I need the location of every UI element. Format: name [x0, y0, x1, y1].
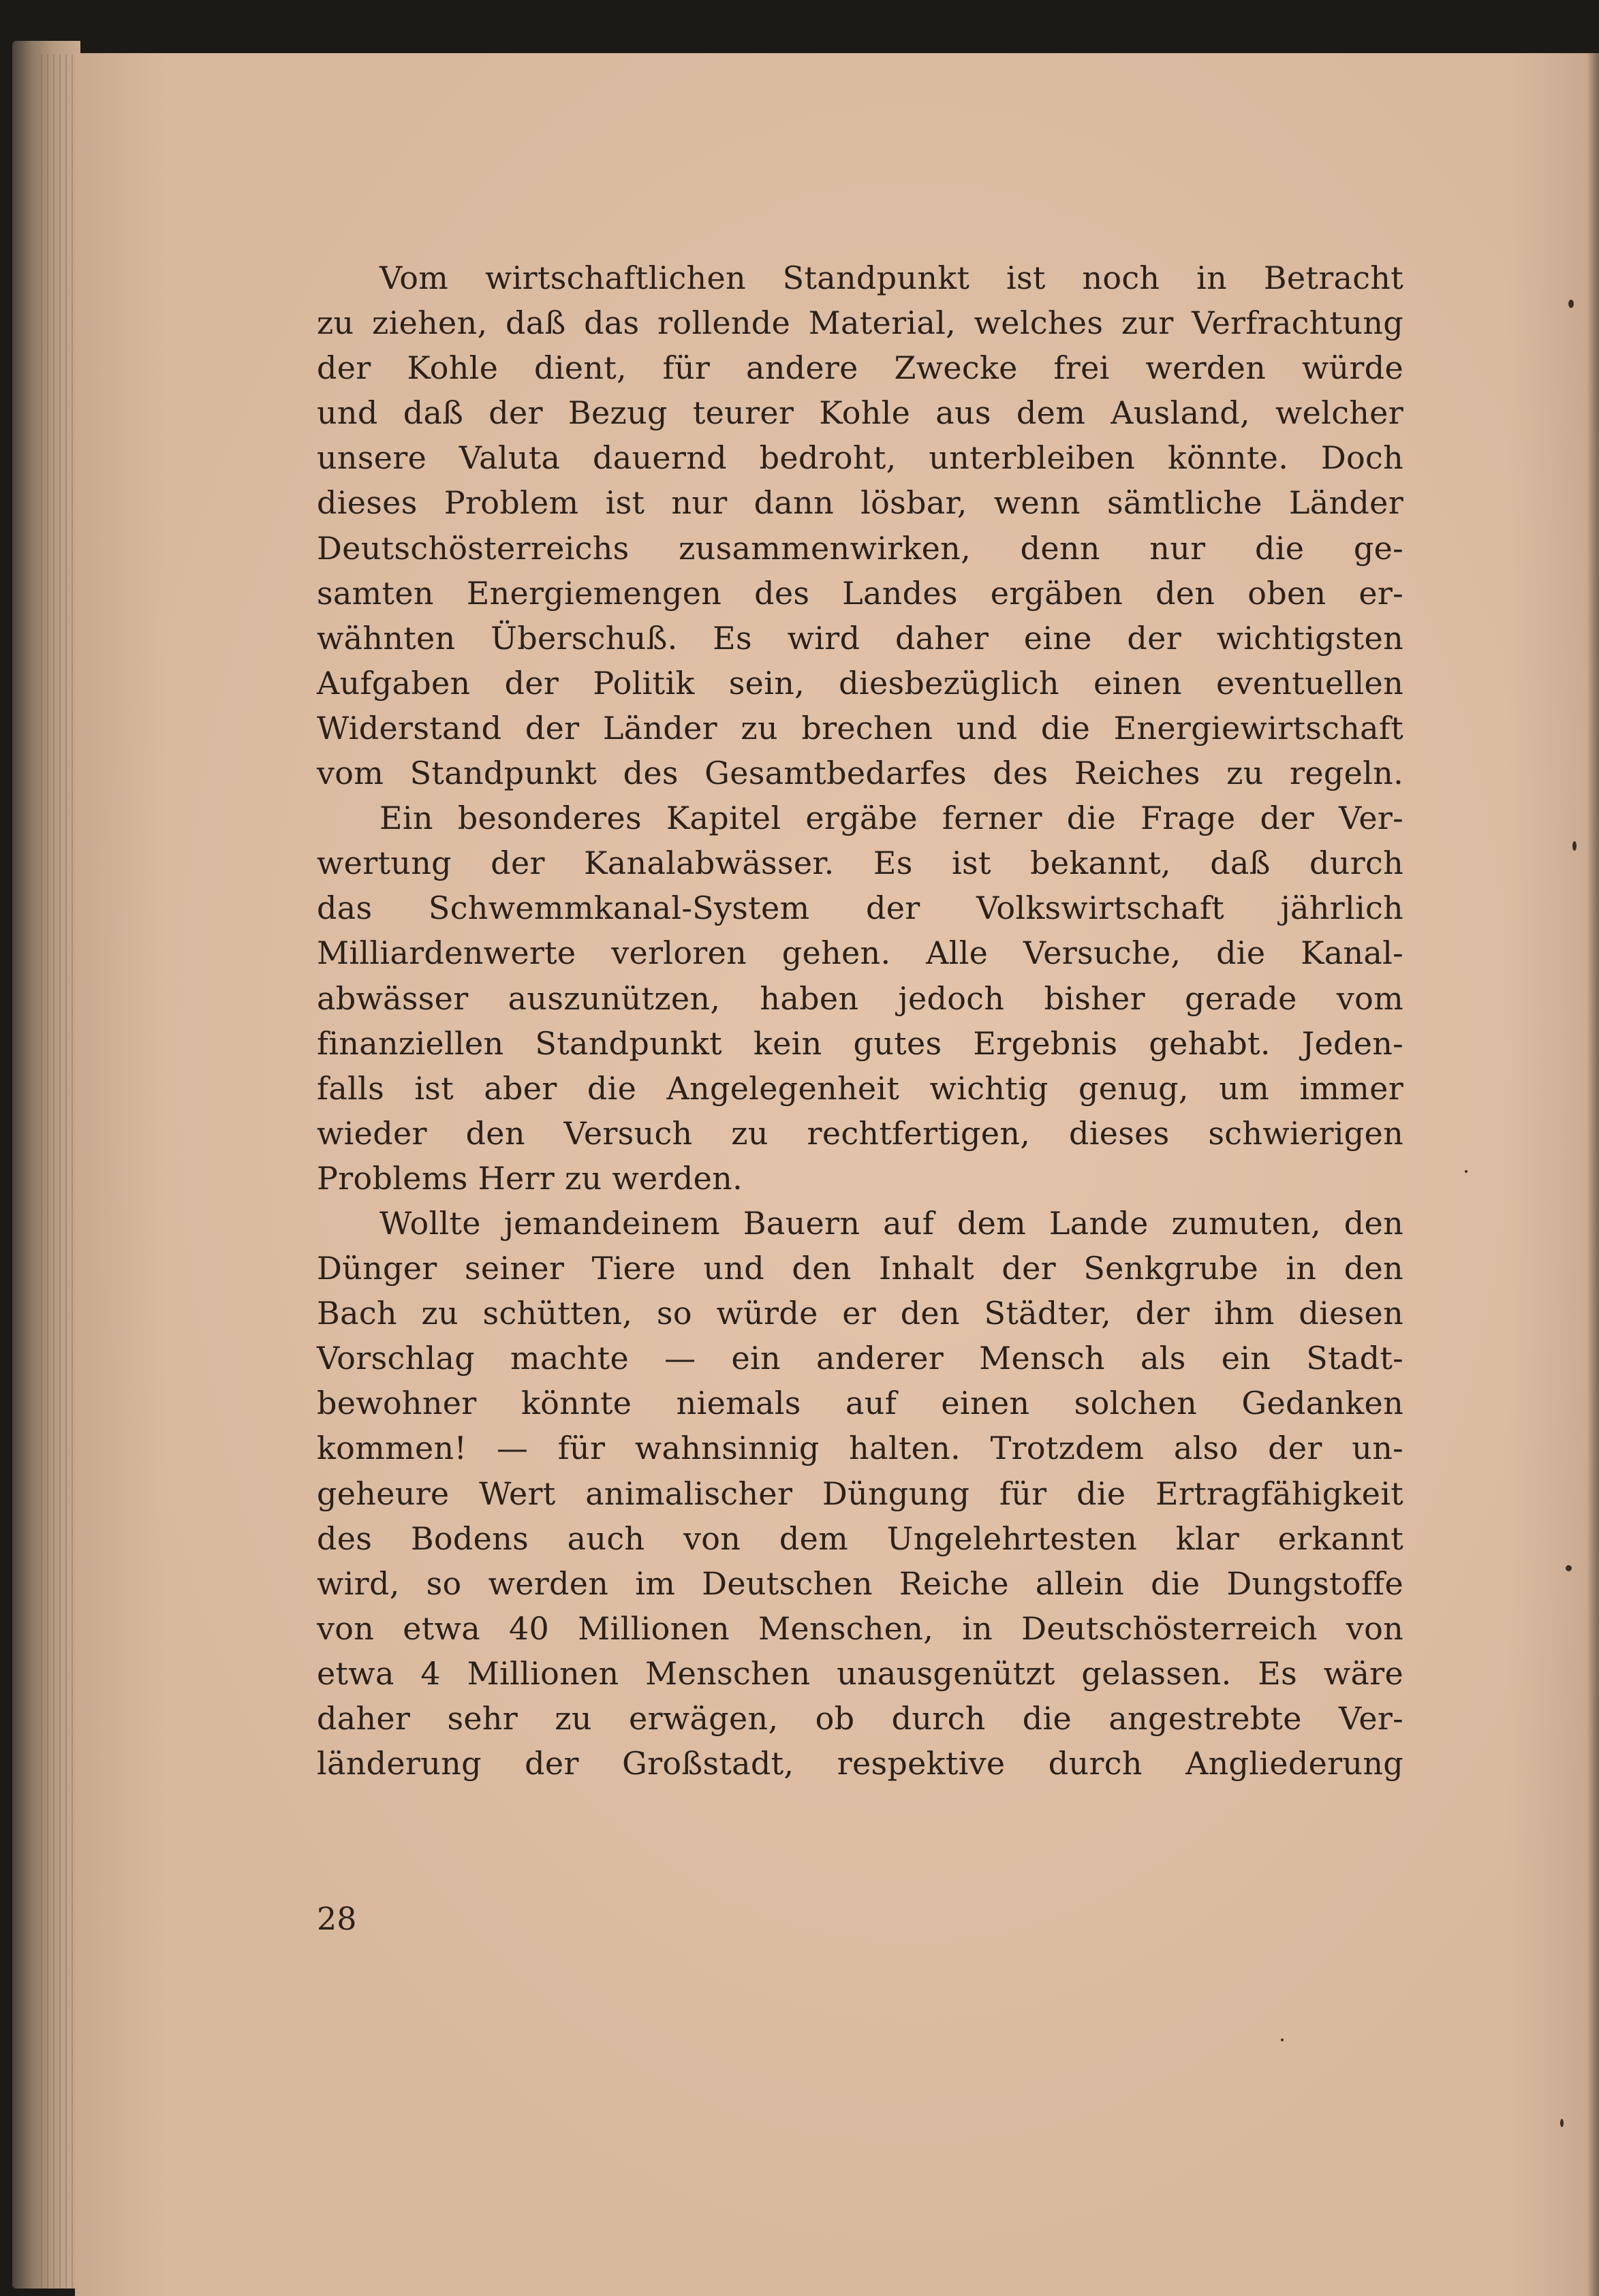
page-gutter-shadow [1587, 53, 1599, 2296]
text-line: Dünger seiner Tiere und den Inhalt der Senkgrube in den [317, 1250, 1403, 1287]
text-line: Milliardenwerte verloren gehen. Alle Versuche, die Kanal- [317, 934, 1403, 972]
page-number: 28 [317, 1900, 357, 1937]
text-line: Ein besonderes Kapitel ergäbe ferner die Frage der Ver- [379, 800, 1403, 837]
text-line: von etwa 40 Millionen Menschen, in Deutschösterreich von [317, 1609, 1403, 1647]
paper-speck [1281, 2039, 1284, 2041]
text-line: dieses Problem ist nur dann lösbar, wenn sämtliche Länder [317, 484, 1403, 522]
text-line: wieder den Versuch zu rechtfertigen, dieses schwierigen [317, 1114, 1403, 1152]
text-line: länderung der Großstadt, respektive durch Angliederung [317, 1745, 1403, 1782]
text-line: wähnten Überschuß. Es wird daher eine der wichtigsten [317, 619, 1403, 657]
text-line: zu ziehen, daß das rollende Material, welches zur Verfrachtung [317, 304, 1403, 342]
paper-speck [1465, 1170, 1468, 1173]
text-line: wird, so werden im Deutschen Reiche allein die Dungstoffe [317, 1564, 1403, 1602]
text-line: vom Standpunkt des Gesamtbedarfes des Reiches zu regeln. [317, 755, 1403, 792]
text-line: Wollte jemandeinem Bauern auf dem Lande zumuten, den [379, 1204, 1403, 1242]
text-line: Bach zu schütten, so würde er den Städter, der ihm diesen [317, 1295, 1403, 1332]
text-line: Aufgaben der Politik sein, diesbezüglich einen eventuellen [317, 664, 1403, 702]
text-line: das Schwemmkanal-System der Volkswirtschaft jährlich [317, 890, 1403, 927]
text-line: und daß der Bezug teurer Kohle aus dem Ausland, welcher [317, 394, 1403, 432]
text-line: unsere Valuta dauernd bedroht, unterbleiben könnte. Doch [317, 439, 1403, 477]
text-line: Problems Herr zu werden. [317, 1159, 743, 1197]
text-line: bewohner könnte niemals auf einen solchen Gedanken [317, 1385, 1403, 1422]
body-text [317, 255, 1403, 1786]
text-line: falls ist aber die Angelegenheit wichtig genug, um immer [317, 1069, 1403, 1107]
text-line: abwässer auszunützen, haben jedoch bisher gerade vom [317, 979, 1403, 1017]
text-line: wertung der Kanalabwässer. Es ist bekannt, daß durch [317, 845, 1403, 882]
text-line: des Bodens auch von dem Ungelehrtesten klar erkannt [317, 1520, 1403, 1557]
paper-speck [1560, 2119, 1564, 2127]
paragraph-1 [317, 255, 1403, 796]
text-line: der Kohle dient, für andere Zwecke frei werden würde [317, 349, 1403, 387]
paper-speck [1566, 1565, 1572, 1571]
text-line: etwa 4 Millionen Menschen unausgenützt gelassen. Es wäre [317, 1654, 1403, 1692]
text-line: geheure Wert animalischer Düngung für die Ertragfähigkeit [317, 1475, 1403, 1512]
text-line: finanziellen Standpunkt kein gutes Ergebnis gehabt. Jeden- [317, 1024, 1403, 1062]
text-line: samten Energiemengen des Landes ergäben den oben er- [317, 574, 1403, 612]
text-line: Widerstand der Länder zu brechen und die Energiewirtschaft [317, 709, 1403, 746]
text-line: Vom wirtschaftlichen Standpunkt ist noch in Betracht [379, 260, 1403, 296]
paper-speck [1572, 841, 1577, 851]
text-line: daher sehr zu erwägen, ob durch die angestrebte Ver- [317, 1700, 1403, 1737]
paragraph-2 [317, 796, 1403, 1201]
text-line: kommen! — für wahnsinnig halten. Trotzdem also der un- [317, 1430, 1403, 1467]
text-line: Vorschlag machte — ein anderer Mensch als ein Stadt- [317, 1340, 1403, 1377]
paragraph-3 [317, 1201, 1403, 1786]
text-line: Deutschösterreichs zusammenwirken, denn nur die ge- [317, 529, 1403, 567]
paper-speck [1568, 300, 1574, 308]
